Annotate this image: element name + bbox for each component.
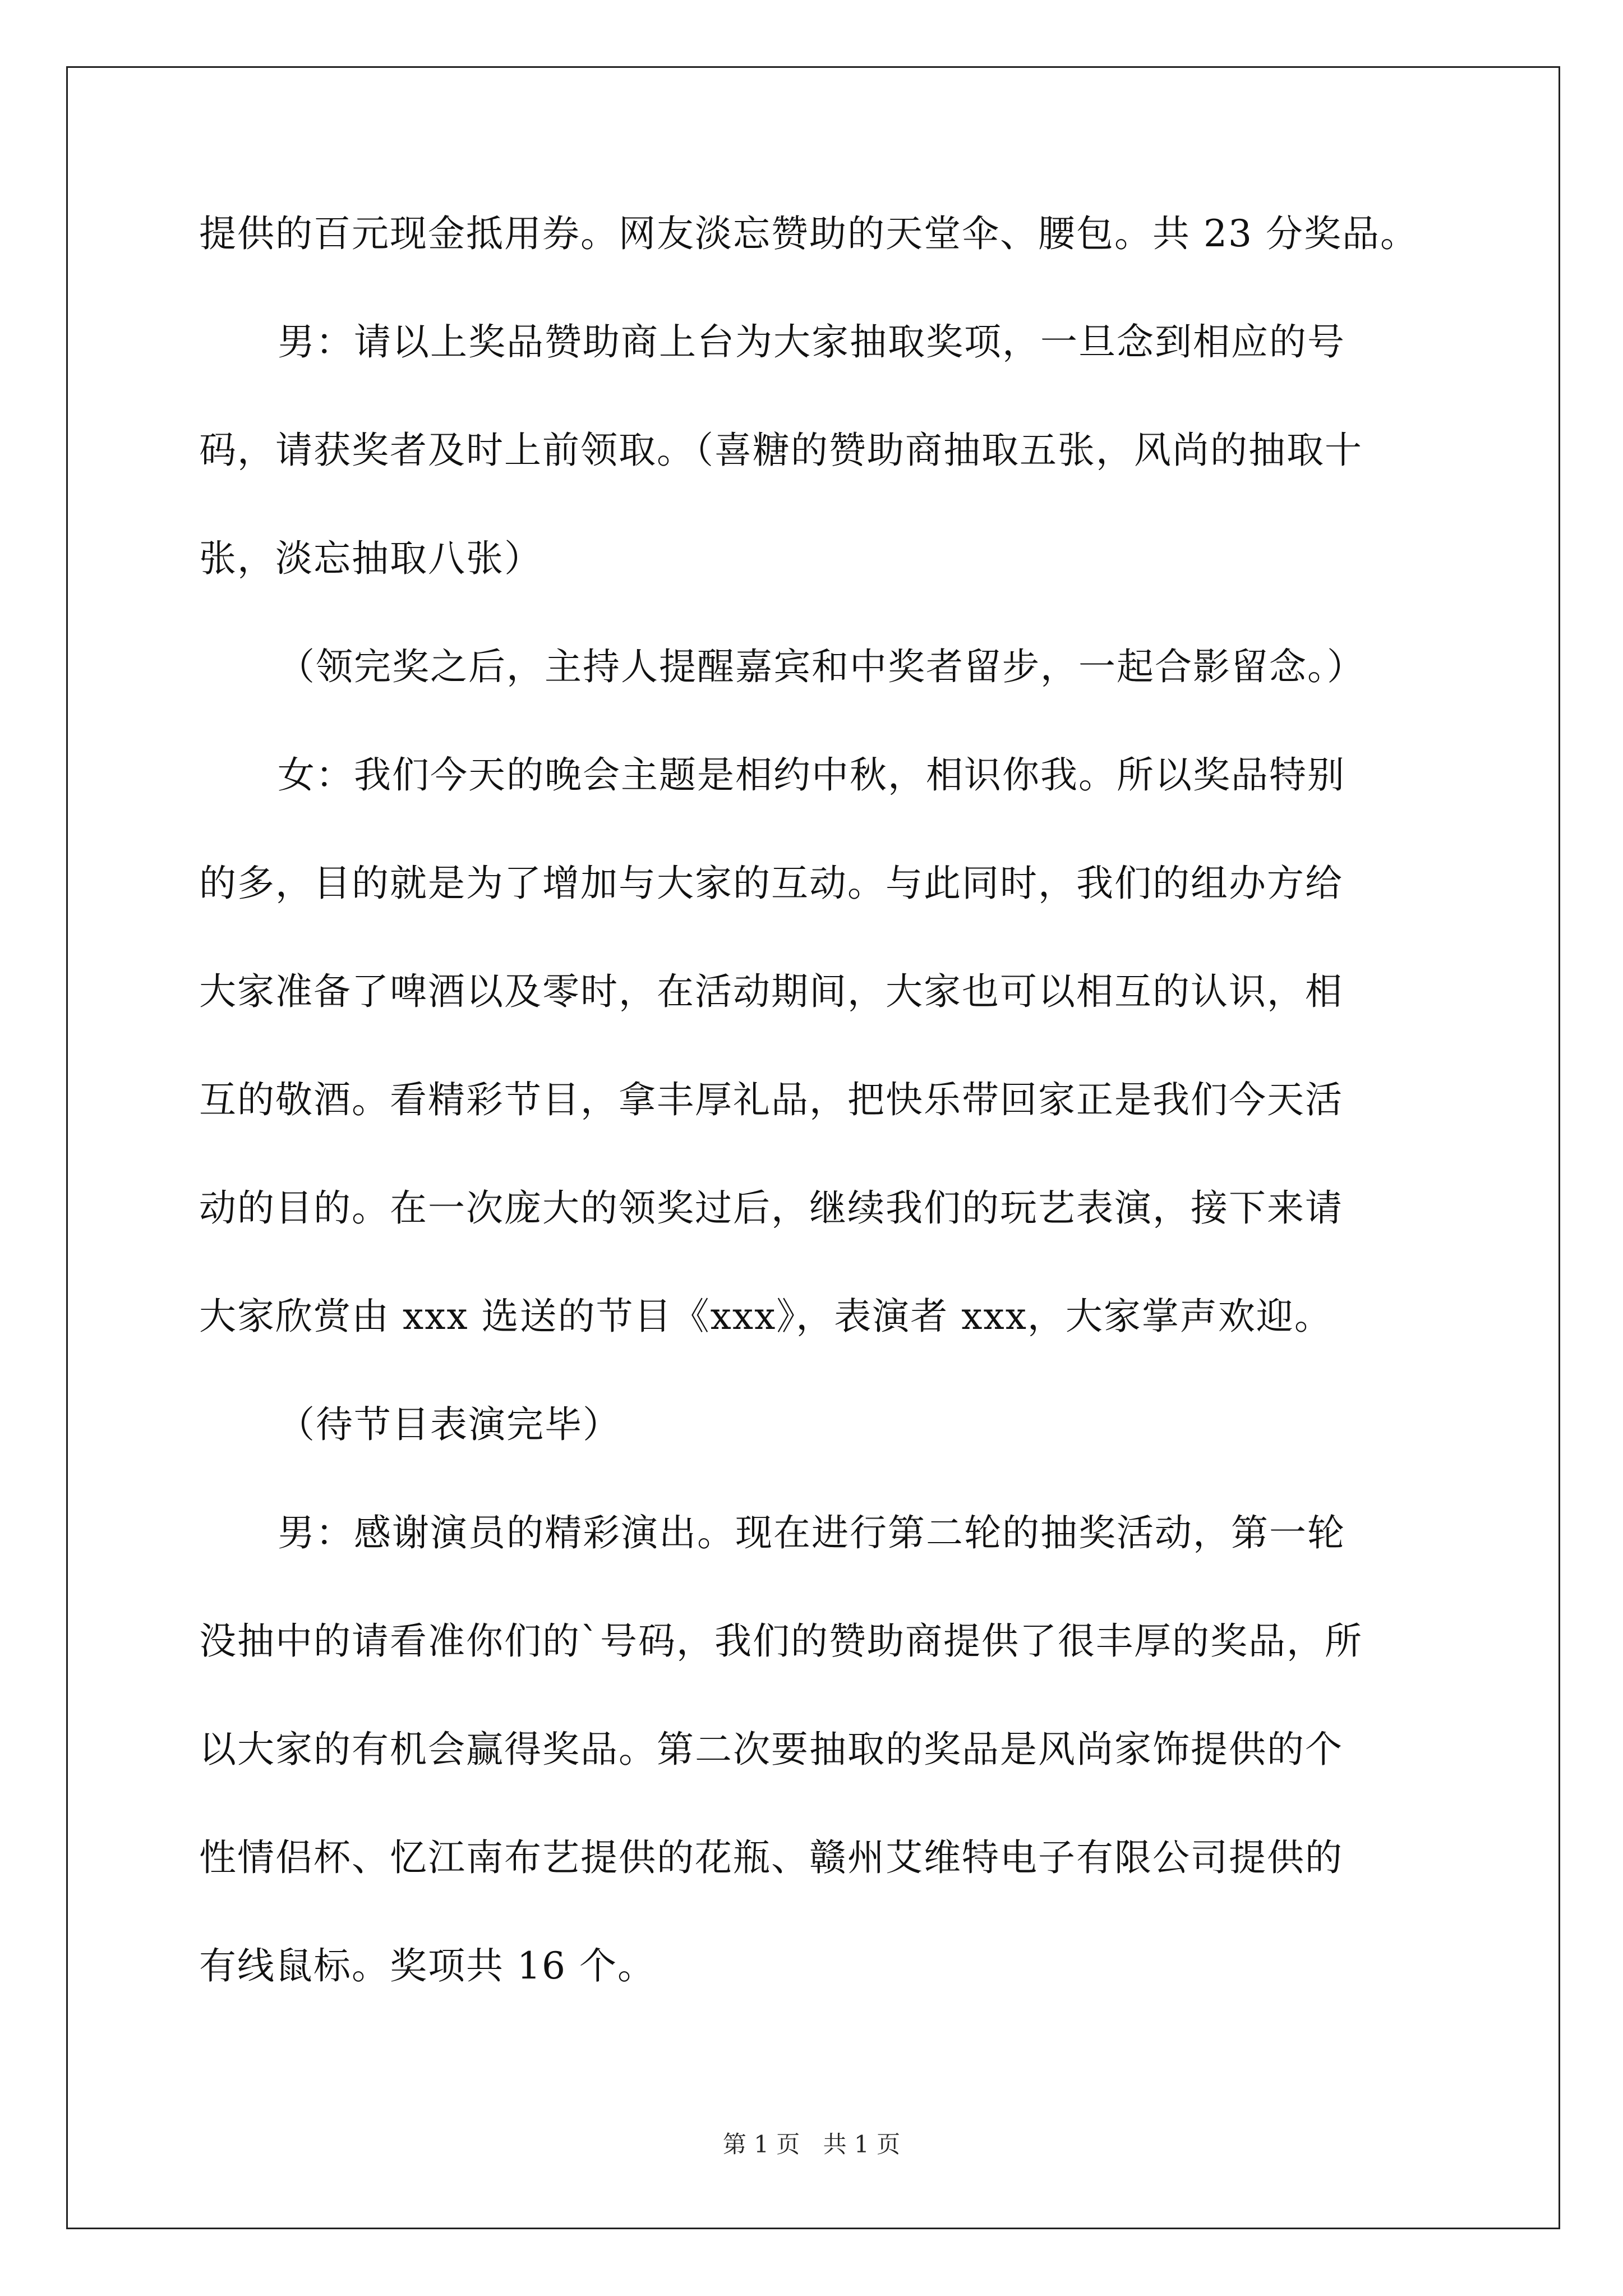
text-line: （领完奖之后，主持人提醒嘉宾和中奖者留步，一起合影留念。）	[278, 645, 1365, 688]
text-line: 互的敬酒。看精彩节目，拿丰厚礼品，把快乐带回家正是我们今天活	[199, 1078, 1343, 1121]
text-line: 男：请以上奖品赞助商上台为大家抽取奖项，一旦念到相应的号	[278, 320, 1345, 364]
text-line: 没抽中的请看准你们的`号码，我们的赞助商提供了很丰厚的奖品，所	[199, 1619, 1363, 1663]
text-line: 的多，目的就是为了增加与大家的互动。与此同时，我们的组办方给	[199, 862, 1343, 905]
text-line: 女：我们今天的晚会主题是相约中秋，相识你我。所以奖品特别	[278, 753, 1345, 797]
page-total: 共 1 页	[823, 2131, 901, 2158]
text-line: 大家准备了啤酒以及零时，在活动期间，大家也可以相互的认识，相	[199, 970, 1343, 1013]
text-line: 男：感谢演员的精彩演出。现在进行第二轮的抽奖活动，第一轮	[278, 1511, 1345, 1554]
text-line: 码，请获奖者及时上前领取。（喜糖的赞助商抽取五张，风尚的抽取十	[199, 429, 1363, 472]
text-line: 张，淡忘抽取八张）	[199, 537, 542, 580]
text-line: 以大家的有机会赢得奖品。第二次要抽取的奖品是风尚家饰提供的个	[199, 1728, 1343, 1771]
text-line: 大家欣赏由 xxx 选送的节目《xxx》，表演者 xxx，大家掌声欢迎。	[199, 1295, 1332, 1338]
text-line: 有线鼠标。奖项共 16 个。	[199, 1944, 656, 1987]
page-footer	[0, 2129, 1623, 2160]
text-line: 动的目的。在一次庞大的领奖过后，继续我们的玩艺表演，接下来请	[199, 1186, 1343, 1230]
text-line: 性情侣杯、忆江南布艺提供的花瓶、赣州艾维特电子有限公司提供的	[199, 1836, 1343, 1879]
text-line: （待节目表演完毕）	[278, 1403, 621, 1446]
page-number: 第 1 页	[722, 2131, 800, 2158]
page-border	[66, 66, 1560, 2229]
text-line: 提供的百元现金抵用券。网友淡忘赞助的天堂伞、腰包。共 23 分奖品。	[199, 212, 1418, 255]
